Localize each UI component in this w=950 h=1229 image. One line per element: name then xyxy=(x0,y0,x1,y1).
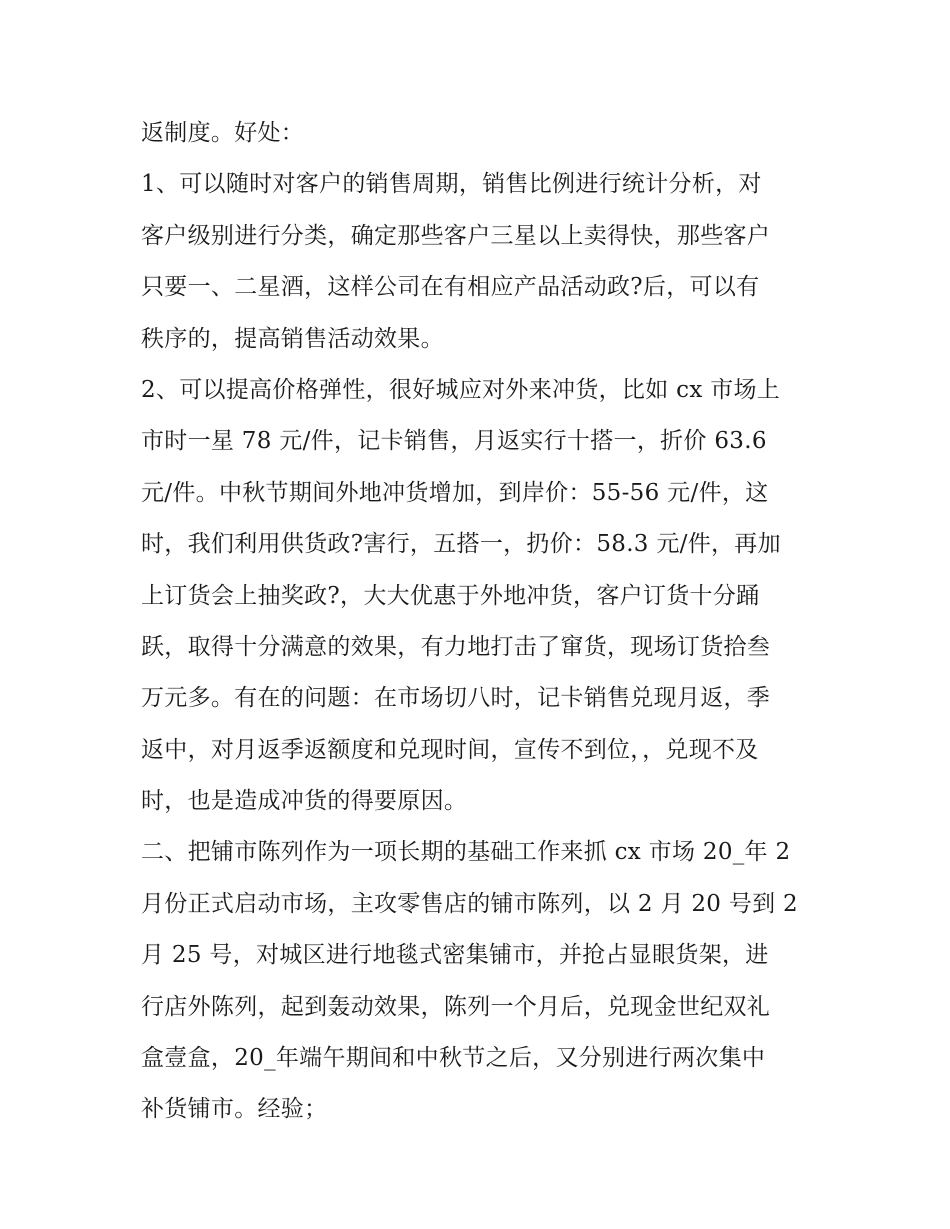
text-line: 市时一星 78 元/件，记卡销售，月返实行十搭一，折价 63.6 xyxy=(141,428,767,455)
text-line: 秩序的，提高销售活动效果。 xyxy=(141,325,444,352)
text-line: 行店外陈列，起到轰动效果，陈列一个月后，兑现金世纪双礼 xyxy=(141,993,771,1020)
text-line: 客户级别进行分类，确定那些客户三星以上卖得快，那些客户 xyxy=(141,222,771,249)
document-body xyxy=(141,108,821,1136)
text-line: 二、把铺市陈列作为一项长期的基础工作来抓 cx 市场 20_年 2 xyxy=(141,839,791,866)
text-line: 元/件。中秋节期间外地冲货增加，到岸价：55-56 元/件，这 xyxy=(141,479,769,506)
text-line: 返制度。好处： xyxy=(141,120,305,146)
text-line: 上订货会上抽奖政?，大大优惠于外地冲货，客户订货十分踊 xyxy=(141,582,760,609)
text-line: 时，我们利用供货政?害行，五搭一，扔价：58.3 元/件，再加 xyxy=(141,531,781,558)
text-line: 盒壹盒，20_年端午期间和中秋节之后，又分别进行两次集中 xyxy=(141,1045,766,1072)
text-line: 跃，取得十分满意的效果，有力地打击了窜货，现场订货拾叁 xyxy=(141,633,771,660)
text-line: 时，也是造成冲货的得要原因。 xyxy=(141,788,468,815)
text-line: 月 25 号，对城区进行地毯式密集铺市，并抢占显眼货架，进 xyxy=(141,942,769,969)
text-line: 2、可以提高价格弹性，很好城应对外来冲货，比如 cx 市场上 xyxy=(141,376,781,403)
text-line: 1、可以随时对客户的销售周期，销售比例进行统计分析，对 xyxy=(141,171,762,198)
text-line: 万元多。有在的问题：在市场切八时，记卡销售兑现月返，季 xyxy=(141,685,771,712)
text-line: 返中，对月返季返额度和兑现时间，宣传不到位，，兑现不及 xyxy=(141,736,759,763)
text-line: 只要一、二星酒，这样公司在有相应产品活动政?后，可以有 xyxy=(141,274,760,301)
text-line: 补货铺市。经验； xyxy=(141,1096,328,1123)
text-line: 月份正式启动市场，主攻零售店的铺市陈列，以 2 月 20 号到 2 xyxy=(141,890,798,917)
